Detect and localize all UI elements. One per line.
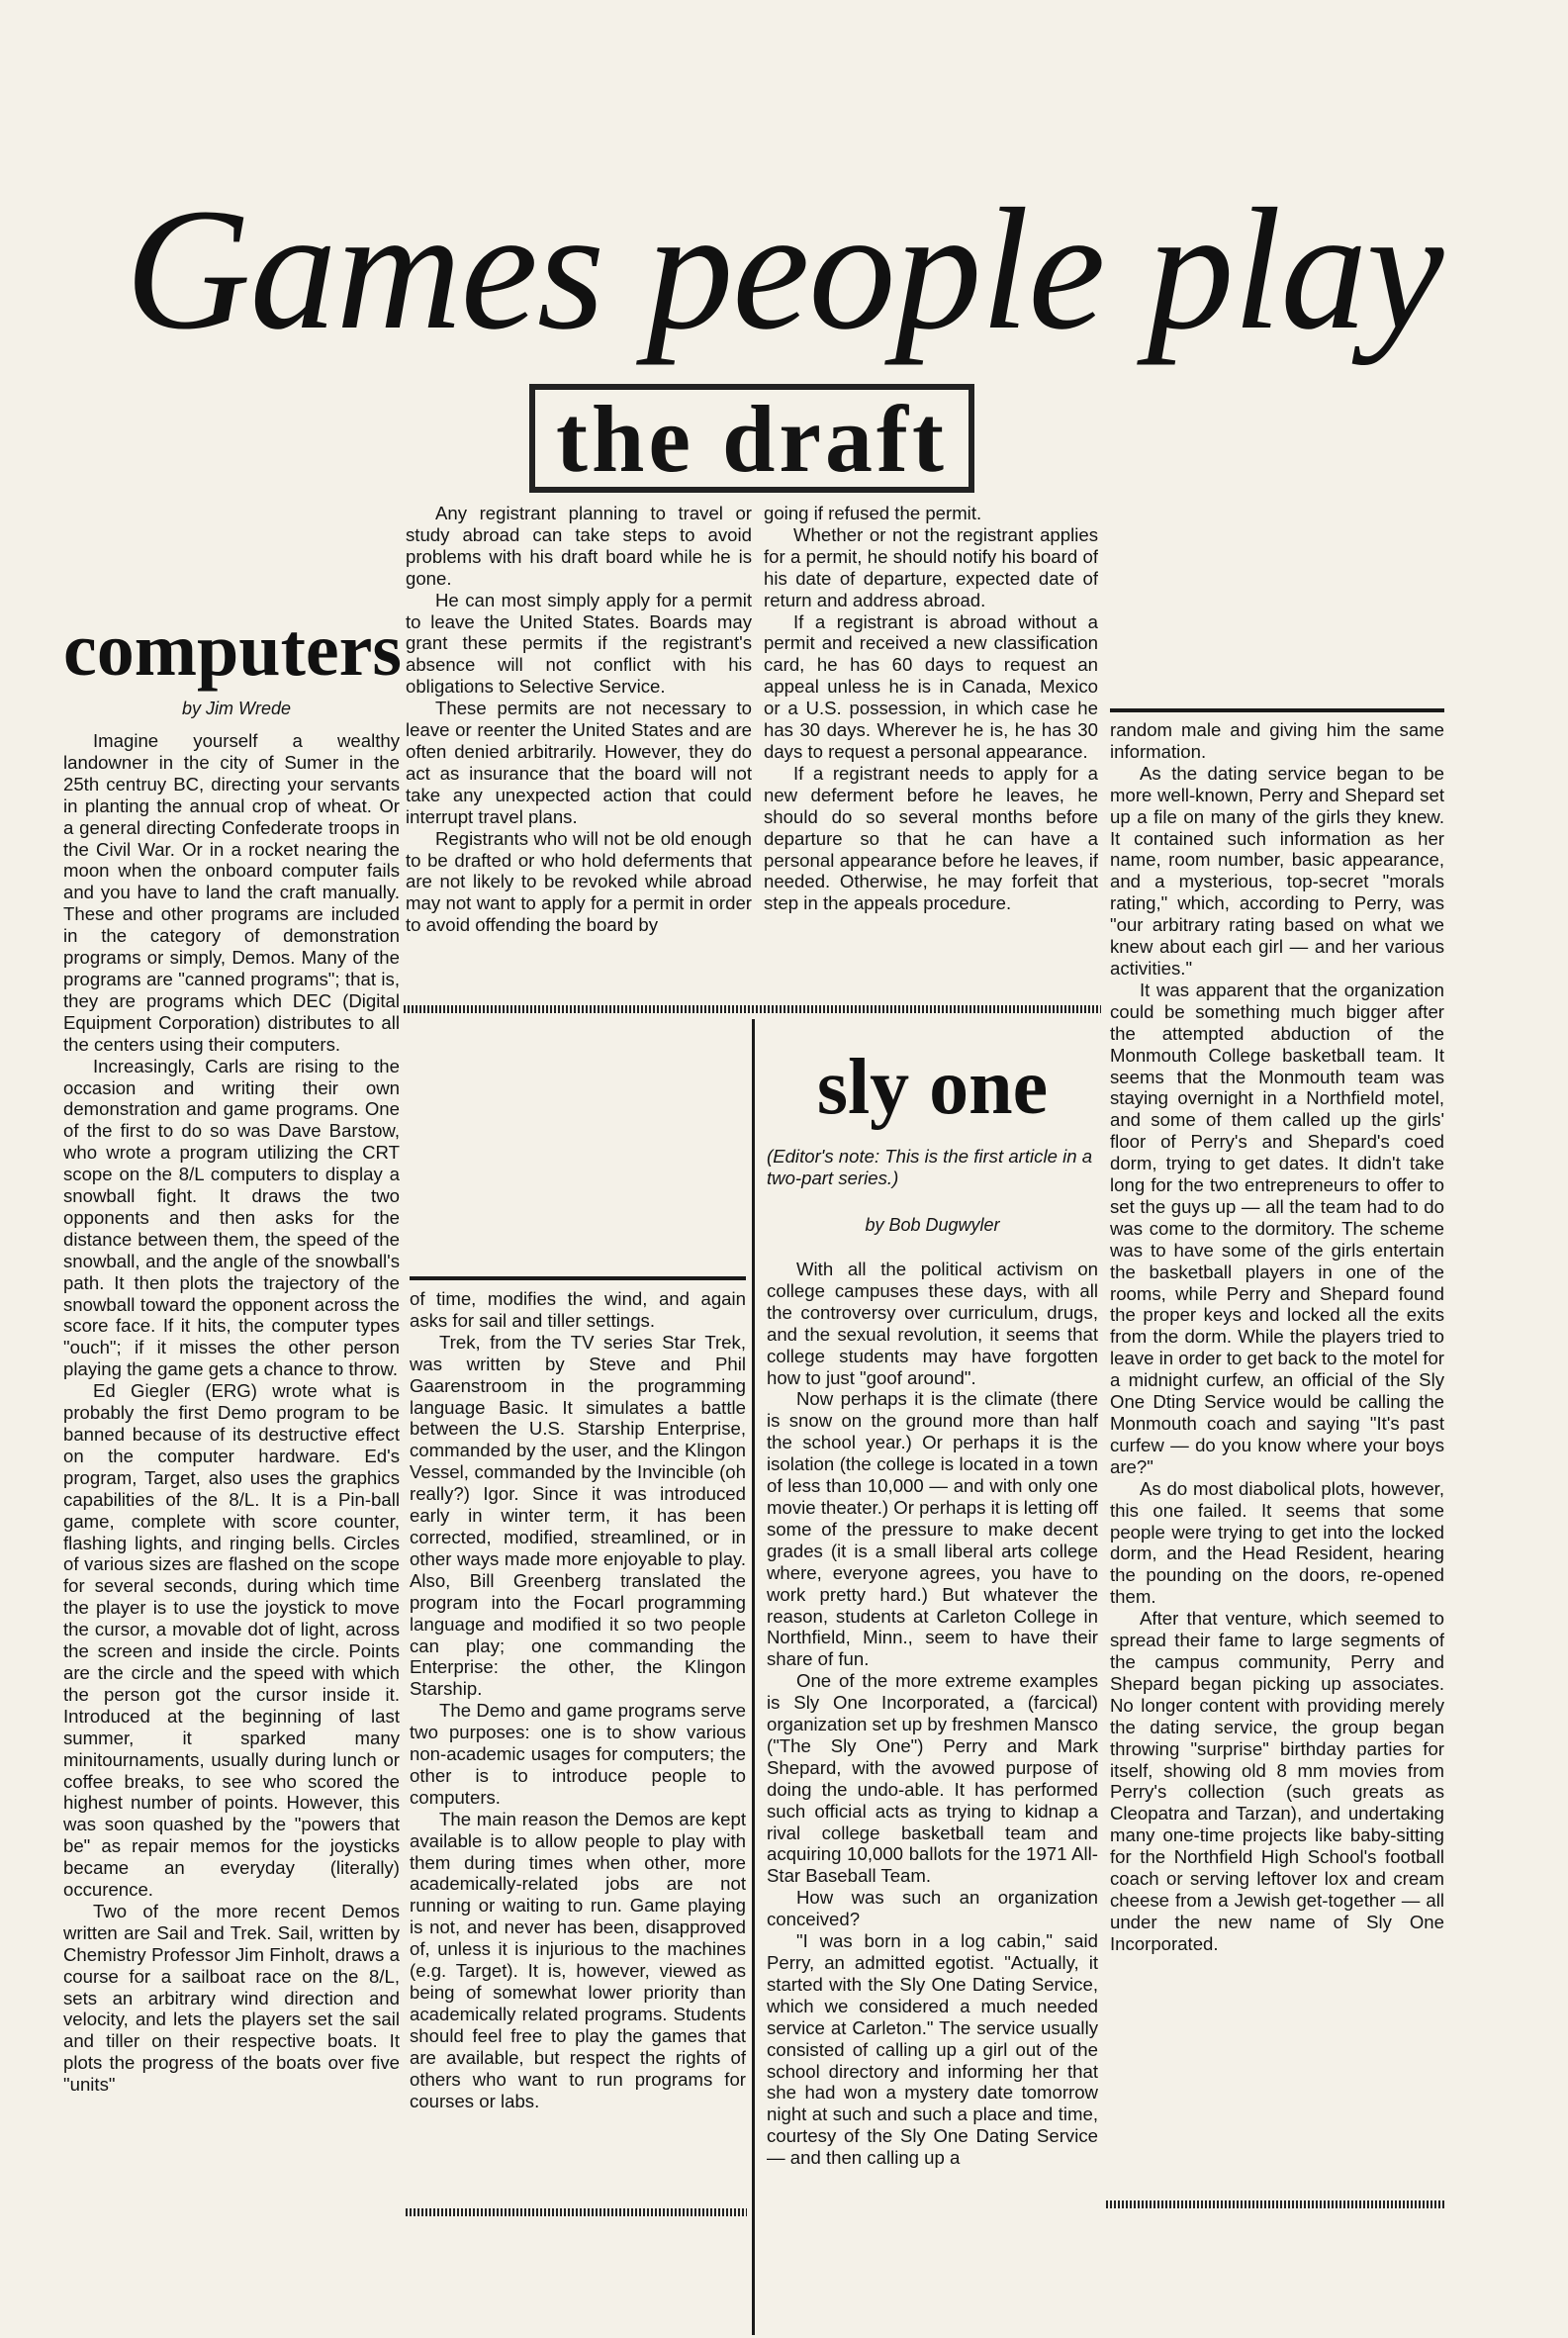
draft-title: the draft bbox=[556, 385, 948, 492]
paragraph: As do most diabolical plots, however, this one failed. It seems that some people were trying to get into the locked dorm, and the Head Resident, hearing the pounding on the doors, re-opened them. bbox=[1110, 1477, 1444, 1608]
draft-heading bbox=[529, 384, 974, 493]
computers-byline: by Jim Wrede bbox=[181, 699, 292, 718]
computers-bottom-rule bbox=[406, 2208, 747, 2216]
paragraph: Trek, from the TV series Star Trek, was written by Steve and Phil Gaarenstroom in the programming language Basic. It simulates a battle between the U.S. Starship Enterprise, commanded by the user, and the Klingon Vessel, commanded by the Invincible (oh really?) Igor. Since it was introduced early in winter term, it has been corrected, modified, streamlined, or in other ways made more enjoyable to play. Also, Bill Greenberg translated the program into the Focarl programming language and modified it so two people can play; one commanding the Enterprise: the other, the Klingon Starship. bbox=[410, 1331, 746, 1700]
paragraph: Ed Giegler (ERG) wrote what is probably the first Demo program to be banned because of its destructive effect on the computer hardware. Ed's program, Target, also uses the graphics capabilities of the 8/L. It is a Pin-ball game, complete with score counter, flashing lights, and ringing bells. Circles of various sizes are flashed on the scope for several seconds, during which time the player is to use the joystick to move the cursor, a movable dot of light, across the screen and inside the circle. Points are the circle and the speed with which the person got the cursor inside it. Introduced at the beginning of last summer, it sparked many minitournaments, usually during lunch or coffee breaks, to see who scored the highest number of points. However, this was soon quashed by the "powers that be" as repair memos for the joysticks became an everyday (literally) occurence. bbox=[63, 1380, 400, 1901]
paragraph: After that venture, which seemed to spread their fame to large segments of the campus community, Perry and Shepard began picking up associates. No longer content with providing merely the dating service, the group began throwing "surprise" birthday parties for itself, showing old 8 mm movies from Perry's collection (such greats as Cleopatra and Tarzan), and undertaking many one-time projects like baby-sitting for the Northfield High School's football coach or serving leftover lox and cream cheese from a Jewish get-together — all under the new name of Sly One Incorporated. bbox=[1110, 1608, 1444, 1954]
paragraph: "I was born in a log cabin," said Perry, an admitted egotist. "Actually, it started with the Sly One Dating Service, which we considered a much needed service at Carleton." The service usually consisted of calling up a girl out of the school directory and informing her that she had won a mystery date tomorrow night at such and such a place and time, courtesy of the Sly One Dating Service — and then calling up a bbox=[767, 1930, 1098, 2169]
paragraph: One of the more extreme examples is Sly One Incorporated, a (farcical) organization set up by freshmen Mansco ("The Sly One") Perry and Mark Shepard, with the avowed purpose of doing the undo-able. It has performed such official acts as trying to kidnap a rival college basketball team and acquiring 10,000 ballots for the 1971 All-Star Baseball Team. bbox=[767, 1670, 1098, 1887]
paragraph: The main reason the Demos are kept available is to allow people to play with them during times when other, more academically-related jobs are not running or waiting to run. Game playing is not, and never has been, disapproved of, unless it is injurious to the machines (e.g. Target). It is, however, viewed as being of somewhat lower priority than academically related programs. Students should feel free to play the games that are available, but respect the rights of others who want to run programs for courses or labs. bbox=[410, 1808, 746, 2111]
draft-column-1 bbox=[406, 503, 752, 1000]
paragraph: Registrants who will not be old enough to be drafted or who hold deferments that are not likely to be revoked while abroad may not want to apply for a permit in order to avoid offending the board by bbox=[406, 827, 752, 936]
draft-bottom-rule bbox=[404, 1005, 1101, 1013]
paragraph: going if refused the permit. bbox=[764, 503, 982, 523]
sly-one-editors-note bbox=[767, 1146, 1098, 1195]
sly-one-byline: by Bob Dugwyler bbox=[865, 1215, 1000, 1235]
sly-one-title: sly one bbox=[816, 1044, 1049, 1131]
sly-one-left-rule bbox=[752, 1019, 755, 2335]
paragraph: Any registrant planning to travel or study abroad can take steps to avoid problems with his draft board while he is gone. bbox=[406, 503, 752, 589]
draft-column-2 bbox=[764, 503, 1098, 1000]
paragraph: Whether or not the registrant applies for a permit, he should notify his board of his date of departure, expected date of return and address abroad. bbox=[764, 523, 1098, 610]
sly-one-column-2 bbox=[1110, 719, 1444, 2184]
editors-note: (Editor's note: This is the first article in a two-part series.) bbox=[767, 1146, 1093, 1188]
paragraph: Increasingly, Carls are rising to the occasion and writing their own demonstration and game programs. One of the first to do so was Dave Barstow, who wrote a program utilizing the CRT scope on the 8/L computers to display a snowball fight. It draws the two opponents and then asks for the distance between them, the speed of the snowball, and the angle of the snowball's path. It then plots the trajectory of the snowball toward the opponent across the score face. If it hits, the computer types "ouch"; if it misses the other person playing the game gets a chance to throw. bbox=[63, 1055, 400, 1380]
paragraph: How was such an organization conceived? bbox=[767, 1887, 1098, 1930]
computers-column-2 bbox=[410, 1288, 746, 2197]
paragraph: Two of the more recent Demos written are Sail and Trek. Sail, written by Chemistry Professor Jim Finholt, draws a course for a sailboat race on the 8/L, sets an arbitrary wind direction and velocity, and lets the players set the sail and tiller on their respective boats. It plots the progress of the boats over five "units" bbox=[63, 1900, 400, 2096]
masthead: Games people play bbox=[125, 173, 1443, 366]
sly-one-column-1 bbox=[767, 1259, 1098, 2335]
computers-column-2-top-rule bbox=[410, 1276, 746, 1280]
paragraph: The Demo and game programs serve two purposes: one is to show various non-academic usages for computers; the other is to introduce people to computers. bbox=[410, 1700, 746, 1808]
sly-one-bottom-rule bbox=[1106, 2200, 1444, 2208]
computers-title: computers bbox=[63, 608, 402, 692]
paragraph: As the dating service began to be more well-known, Perry and Shepard set up a file on many of the girls they knew. It contained such information as her name, room number, basic appearance, and a mysterious, top-secret "morals rating," which, according to Perry, was "our arbitrary rating based on what we knew about each girl — and her various activities." bbox=[1110, 762, 1444, 979]
paragraph: If a registrant is abroad without a permit and received a new classification card, he has 60 days to request an appeal unless he is in Canada, Mexico or a U.S. possession, in which case he has 30 days. Wherever he is, he has 30 days to request a personal appearance. bbox=[764, 610, 1098, 762]
computers-column-1 bbox=[63, 730, 400, 2335]
paragraph: These permits are not necessary to leave or reenter the United States and are often denied arbitrarily. However, they do act as insurance that the board will not take any unexpected action that could interrupt travel plans. bbox=[406, 698, 752, 827]
paragraph: Now perhaps it is the climate (there is snow on the ground more than half the school year.) Or perhaps it is the isolation (the college is located in a town of less than 10,000 — and with only one movie theater.) Or perhaps it is letting off some of the pressure to make decent grades (it is a small liberal arts college where, everyone agrees, you have to work pretty hard.) But whatever the reason, students at Carleton College in Northfield, Minn., seem to have their share of fun. bbox=[767, 1388, 1098, 1670]
paragraph: random male and giving him the same information. bbox=[1110, 719, 1444, 762]
paragraph: Imagine yourself a wealthy landowner in the city of Sumer in the 25th centruy BC, directing your servants in planting the annual crop of wheat. Or a general directing Confederate troops in the Civil War. Or in a rocket nearing the moon when the onboard computer fails and you have to land the craft manually. These and other programs are included in the category of demonstration programs or simply, Demos. Many of the programs are "canned programs"; that is, they are programs which DEC (Digital Equipment Corporation) distributes to all the centers using their computers. bbox=[63, 730, 400, 1055]
paragraph: If a registrant needs to apply for a new deferment before he leaves, he should do so several months before departure so that he can have a personal appearance before he leaves, if needed. Otherwise, he may forfeit that step in the appeals procedure. bbox=[764, 762, 1098, 914]
paragraph: With all the political activism on college campuses these days, with all the controversy over curriculum, drugs, and the sexual revolution, it seems that college students may have forgotten how to just "goof around". bbox=[767, 1259, 1098, 1388]
sly-one-column-2-top-rule bbox=[1110, 708, 1444, 712]
paragraph: It was apparent that the organization could be something much bigger after the attempted abduction of the Monmouth College basketball team. It seems that the Monmouth team was staying overnight in a Northfield motel, and some of them called up the girls' floor of Perry's and Shepard's coed dorm, trying to get dates. It didn't take long for the two entrepreneurs to offer to set the guys up — all the team had to do was come to the dormitory. The scheme was to have some of the girls entertain the basketball players in one of the rooms, while Perry and Shepard found the proper keys and locked all the exits from the dorm. While the players tried to leave in order to get back to the motel for a midnight curfew, an official of the Sly One Dting Service would be calling the Monmouth coach and saying "It's past curfew — do you know where your boys are?" bbox=[1110, 979, 1444, 1477]
paragraph: He can most simply apply for a permit to leave the United States. Boards may grant these permits if the registrant's absence will not conflict with his obligations to Selective Service. bbox=[406, 589, 752, 698]
paragraph: of time, modifies the wind, and again asks for sail and tiller settings. bbox=[410, 1288, 746, 1331]
